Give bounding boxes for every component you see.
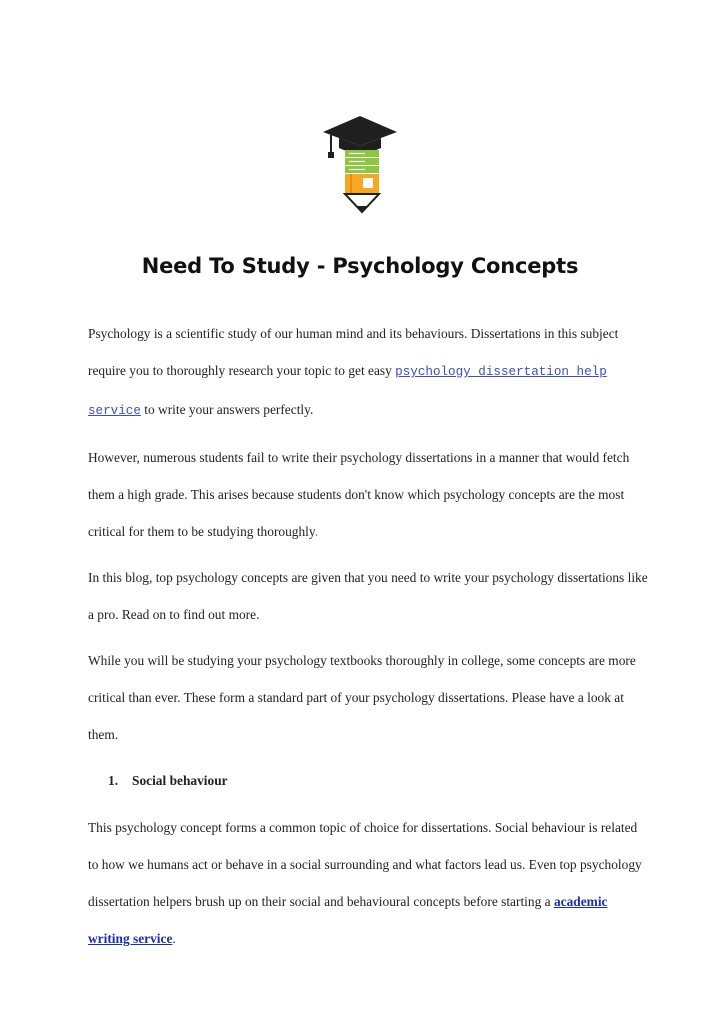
page-title: Need To Study - Psychology Concepts	[141, 254, 579, 278]
intro-text-end: to write your answers perfectly.	[140, 402, 314, 417]
intro-text: Psychology is a scientific study of our human mind and its behaviours. Dissertations in this subject require you to thoroughly research your topic to get easy	[88, 326, 619, 378]
students-text-end: .	[314, 524, 319, 539]
section-heading-social-behaviour	[88, 762, 648, 800]
students-text: However, numerous students fail to write their psychology dissertations in a manner that would fetch them a high grade. This arises because students don't know which psychology concepts are the most critical for them to be studying thoroughly	[88, 450, 630, 539]
textbooks-paragraph: While you will be studying your psychology textbooks thoroughly in college, some concepts are more critical than ever. These form a standard part of your psychology dissertations. Please have a look at them.	[88, 653, 636, 742]
section-heading-text: Social behaviour	[132, 773, 228, 788]
graduation-pencil-logo-icon	[305, 108, 415, 218]
psychology-dissertation-help-link[interactable]: psychology dissertation help service	[88, 365, 607, 418]
social-behaviour-paragraph	[88, 809, 648, 957]
students-paragraph	[88, 439, 648, 550]
section-number: 1.	[108, 773, 119, 788]
blog-paragraph: In this blog, top psychology concepts are given that you need to write your psychology dissertations like a pro. Read on to find out more.	[88, 570, 648, 622]
article-body	[88, 315, 648, 966]
social-behaviour-text-end: .	[172, 931, 176, 946]
social-behaviour-text: This psychology concept forms a common topic of choice for dissertations. Social behaviour is related to how we humans act or behave in a social surrounding and what factors lead us. Even top psychology dissertation helpers brush up on their social and behavioural concepts before starting a	[88, 820, 642, 909]
intro-paragraph	[88, 315, 648, 430]
academic-writing-service-link[interactable]: academic writing service	[88, 894, 608, 946]
